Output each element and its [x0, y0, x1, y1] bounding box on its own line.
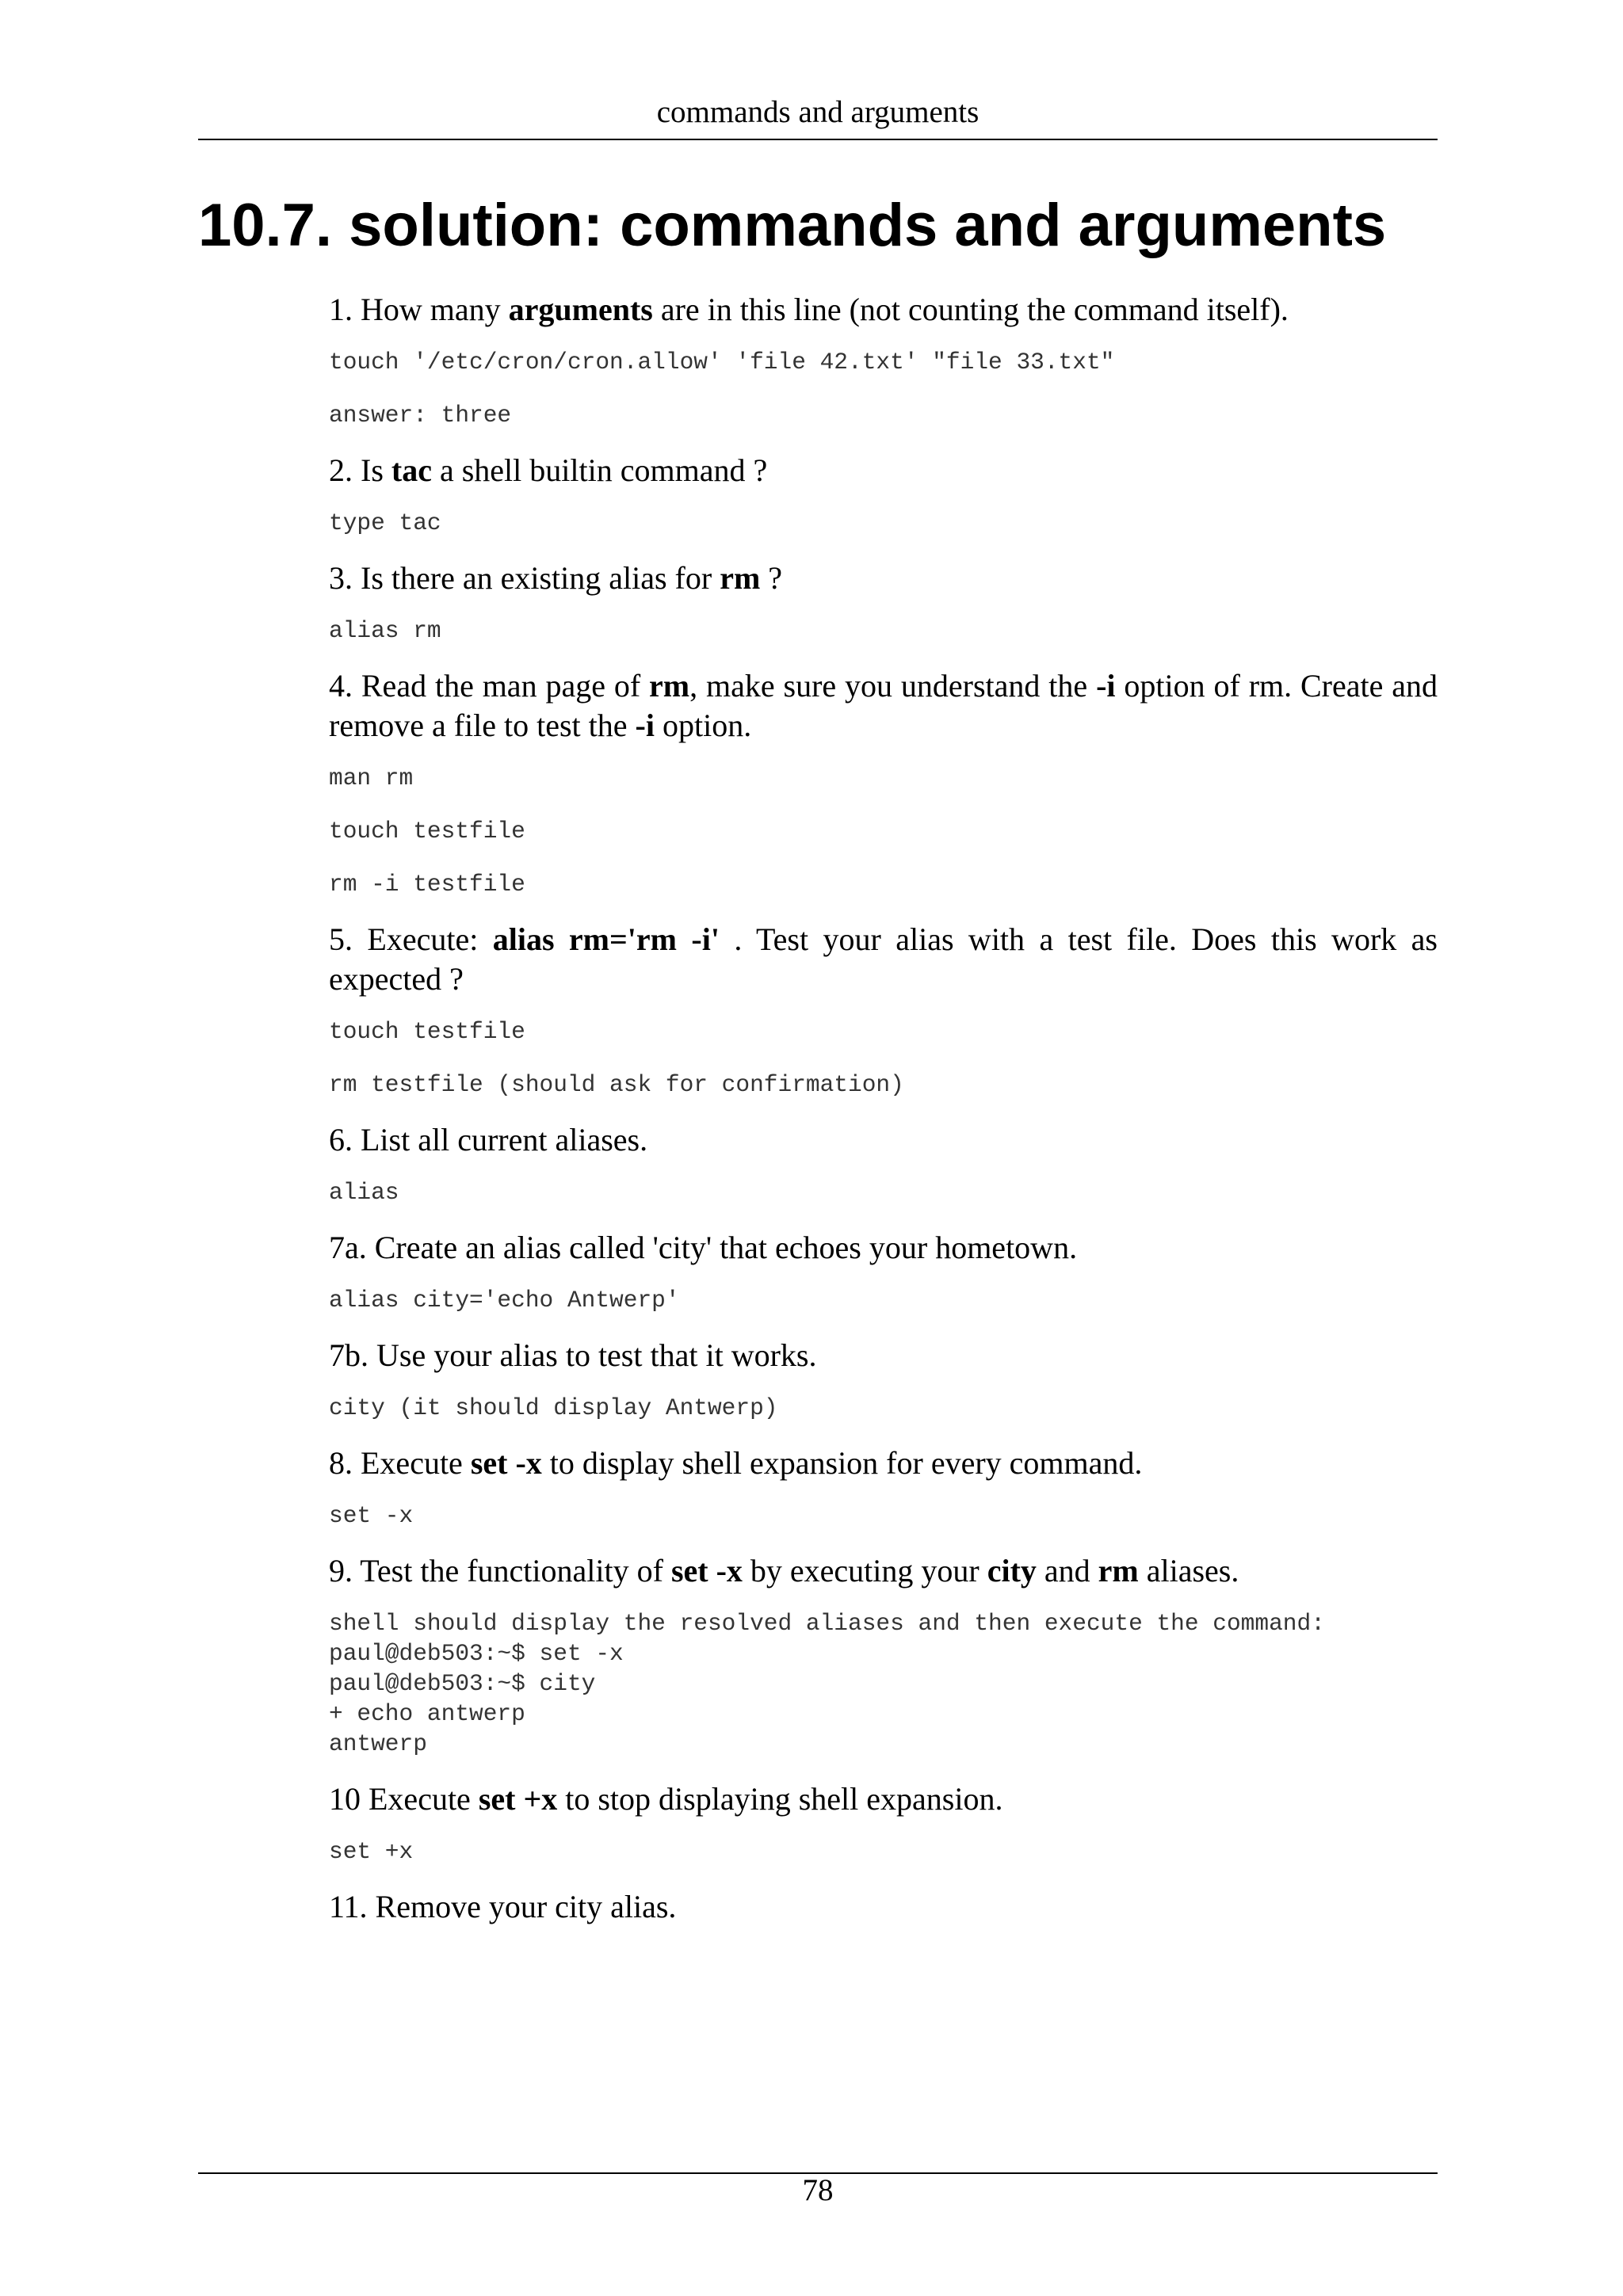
question-8: 8. Execute set -x to display shell expansion for every command. [329, 1445, 1143, 1481]
code-4-man: man rm [329, 765, 414, 791]
question-9: 9. Test the functionality of set -x by executing your city and rm aliases. [329, 1553, 1239, 1589]
code-5-touch: touch testfile [329, 1018, 525, 1045]
code-1: touch '/etc/cron/cron.allow' 'file 42.txt' "file 33.txt" [329, 349, 1115, 376]
question-7a: 7a. Create an alias called 'city' that echoes your hometown. [329, 1230, 1078, 1265]
page-number: 78 [802, 2173, 834, 2207]
answer-1: answer: three [329, 402, 512, 429]
question-11: 11. Remove your city alias. [329, 1889, 677, 1924]
code-7b: city (it should display Antwerp) [329, 1394, 778, 1421]
question-2: 2. Is tac a shell builtin command ? [329, 452, 768, 488]
code-7a: alias city='echo Antwerp' [329, 1287, 680, 1314]
code-6: alias [329, 1179, 399, 1206]
question-5: 5. Execute: alias rm='rm -i' . Test your alias with a test file. Does this work as expected ? [329, 921, 1438, 997]
code-5-rm: rm testfile (should ask for confirmation) [329, 1071, 904, 1098]
section-title: 10.7. solution: commands and arguments [198, 192, 1387, 259]
code-4-rm: rm -i testfile [329, 871, 525, 898]
header-rule [198, 139, 1438, 140]
running-header: commands and arguments [656, 95, 980, 129]
code-10: set +x [329, 1838, 414, 1865]
code-3: alias rm [329, 617, 441, 644]
question-10: 10 Execute set +x to stop displaying shell expansion. [329, 1781, 1003, 1817]
code-4-touch: touch testfile [329, 818, 525, 845]
code-8: set -x [329, 1502, 414, 1529]
question-1: 1. How many arguments are in this line (not counting the command itself). [329, 292, 1289, 327]
code-2: type tac [329, 509, 441, 536]
question-4: 4. Read the man page of rm, make sure you understand the -i option of rm. Create and remove a file to test the -i option. [329, 668, 1438, 743]
code-9-terminal-output: shell should display the resolved aliases and then execute the command: paul@deb503:~$ set -x paul@deb503:~$ city + echo antwerp antwerp [329, 1610, 1325, 1757]
question-3: 3. Is there an existing alias for rm ? [329, 560, 783, 596]
question-7b: 7b. Use your alias to test that it works. [329, 1337, 817, 1373]
question-6: 6. List all current aliases. [329, 1122, 648, 1158]
solution-list [329, 290, 1438, 1927]
